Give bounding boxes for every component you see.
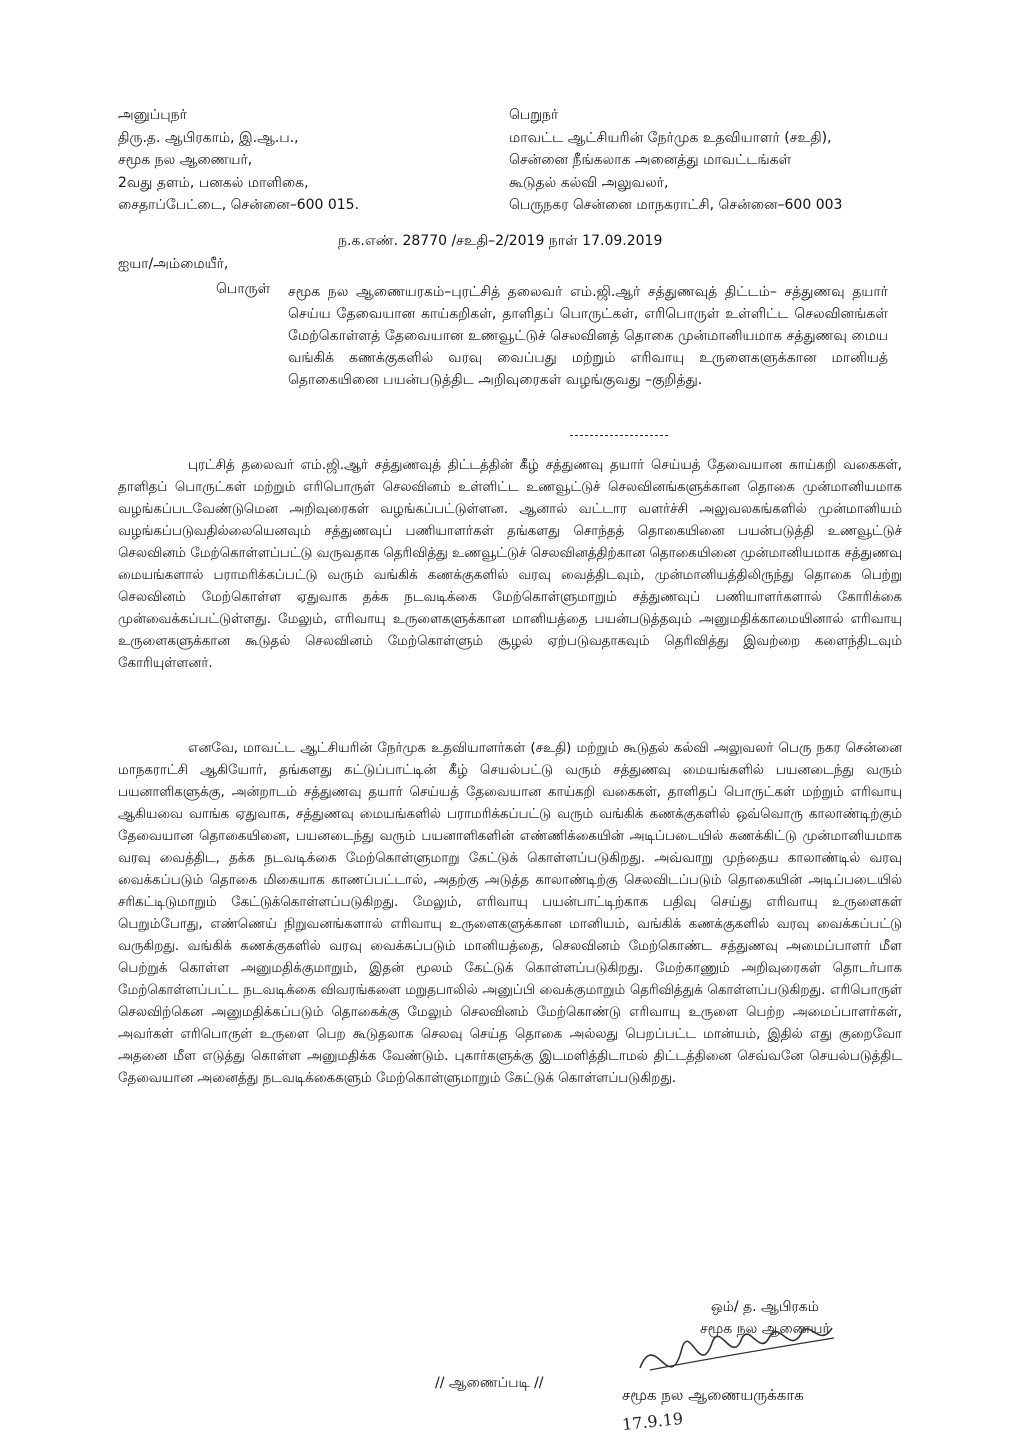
sender-line: சைதாப்பேட்டை, சென்னை–600 015. xyxy=(118,197,360,213)
recipient-line: பெருநகர சென்னை மாநகராட்சி, சென்னை–600 003 xyxy=(509,197,843,213)
sender-line: 2வது தளம், பனகல் மாளிகை, xyxy=(118,174,309,191)
sender-line: திரு.த. ஆபிரகாம், இ.ஆ.ப., xyxy=(118,129,299,146)
by-order-mark: // ஆணைப்படி // xyxy=(435,1375,544,1391)
signatory-designation: சமூக நல ஆணையர் xyxy=(700,1321,830,1337)
signature-flourish xyxy=(650,1338,834,1370)
subject-text: சமூக நல ஆணையரகம்–புரட்சித் தலைவர் எம்.ஜி.ஆர் சத்துணவுத் திட்டம்– சத்துணவு தயார் செய்ய தேவையான காய்கறிகள், தாளிதப் பொருட்கள், எரிபொருள் உள்ளிட்ட செலவினங்கள் மேற்கொள்ளத் தேவையான உணவூட்டுச் செலவினத் தொகை முன்மானியமாக சத்துணவு மைய வங்கிக் கணக்குகளில் வரவு வைப்பது மற்றும் எரிவாயு உருளைகளுக்கான மானியத் தொகையினை பயன்படுத்திட அறிவுரைகள் வழங்குவது –குறித்து. xyxy=(288,284,888,388)
recipient-line: கூடுதல் கல்வி அலுவலர், xyxy=(509,174,669,191)
body-paragraph-2: எனவே, மாவட்ட ஆட்சியரின் நேர்முக உதவியாளர்கள் (சஉதி) மற்றும் கூடுதல் கல்வி அலுவலர் பெரு நகர சென்னை மாநகராட்சி ஆகியோர், தங்களது கட்டுப்பாட்டின் கீழ் செயல்பட்டு வரும் சத்துணவு மையங்களில் பயனடைந்து வரும் பயனாளிகளுக்கு, அன்றாடம் சத்துணவு தயார் செய்யத் தேவையான காய்கறி வகைகள், தாளிதப் பொருட்கள் மற்றும் எரிவாயு ஆகியவை வாங்க ஏதுவாக, சத்துணவு மையங்களில் பராமரிக்கப்பட்டு வரும் வங்கிக் கணக்குகளில் ஒவ்வொரு காலாண்டிற்கும் தேவையான தொகையினை, பயனடைந்து வரும் பயனாளிகளின் எண்ணிக்கையின் அடிப்படையில் கணக்கிட்டு முன்மானியமாக வரவு வைத்திட, தக்க நடவடிக்கை மேற்கொள்ளுமாறு கேட்டுக் கொள்ளப்படுகிறது. அவ்வாறு முந்தைய காலாண்டில் வரவு வைக்கப்படும் தொகை மிகையாக காணப்பட்டால், அதற்கு அடுத்த காலாண்டிற்கு செலவிடப்படும் தொகையின் அடிப்படையில் சரிகட்டிடுமாறும் கேட்டுக்கொள்ளப்படுகிறது. மேலும், எரிவாயு பயன்பாட்டிற்காக பதிவு செய்து எரிவாயு உருளைகள் பெறும்போது, எண்ணெய் நிறுவனங்களால் எரிவாயு உருளைகளுக்கான மானியம், வங்கிக் கணக்குகளில் வரவு வைக்கப்பட்டு வருகிறது. வங்கிக் கணக்குகளில் வரவு வைக்கப்படும் மானியத்தை, செலவினம் மேற்கொண்ட சத்துணவு அமைப்பாளர் மீள பெற்றுக் கொள்ள அனுமதிக்குமாறும், இதன் மூலம் கேட்டுக் கொள்ளப்படுகிறது. மேற்காணும் அறிவுரைகள் தொடர்பாக மேற்கொள்ளப்பட்ட நடவடிக்கை விவரங்களை மறுதபாலில் அனுப்பி வைக்குமாறும் தெரிவித்துக் கொள்ளப்படுகிறது. எரிபொருள் செலவிற்கென அனுமதிக்கப்படும் தொகைக்கு மேலும் செலவினம் மேற்கொண்டு எரிவாயு உருளை பெற்ற அமைப்பாளர்கள், அவர்கள் எரிபொருள் உருளை பெற கூடுதலாக செலவு செய்த தொகை அல்லது பெறப்பட்ட மான்யம், இதில் எது குறைவோ அதனை மீள எடுத்து கொள்ள அனுமதிக்க வேண்டும். புகார்களுக்கு இடமளித்திடாமல் திட்டத்தினை செவ்வனே செயல்படுத்திட தேவையான அனைத்து நடவடிக்கைகளும் மேற்கொள்ளுமாறும் கேட்டுக் கொள்ளப்படுகிறது. xyxy=(118,741,902,1086)
recipient-line: சென்னை நீங்கலாக அனைத்து மாவட்டங்கள் xyxy=(509,152,792,168)
reference-number: ந.க.எண். 28770 /சஉதி–2/2019 நாள் 17.09.2019 xyxy=(338,233,663,249)
subject-divider xyxy=(570,435,668,436)
salutation: ஐயா/அம்மையீர், xyxy=(118,256,229,272)
subject-label: பொருள் xyxy=(216,281,271,297)
sender-block xyxy=(118,104,359,217)
recipient-label: பெறுநர் xyxy=(509,107,559,123)
recipient-line: மாவட்ட ஆட்சியரின் நேர்முக உதவியாளர் (சஉதி), xyxy=(509,129,832,146)
recipient-block xyxy=(509,104,842,217)
sender-line: சமூக நல ஆணையர், xyxy=(118,152,253,168)
sender-label: அனுப்புநர் xyxy=(118,107,187,123)
body-paragraph-1: புரட்சித் தலைவர் எம்.ஜி.ஆர் சத்துணவுத் திட்டத்தின் கீழ் சத்துணவு தயார் செய்யத் தேவையான காய்கறி வகைகள், தாளிதப் பொருட்கள் மற்றும் எரிபொருள் செலவினம் உள்ளிட்ட உணவூட்டுச் செலவினங்களுக்கான தொகை முன்மானியமாக வழங்கப்படவேண்டுமென அறிவுரைகள் வழங்கப்பட்டுள்ளன. ஆனால் வட்டார வளர்ச்சி அலுவலகங்களில் முன்மானியம் வழங்கப்படுவதில்லையெனவும் சத்துணவுப் பணியாளர்கள் தங்களது சொந்தத் தொகையினை பயன்படுத்தி உணவூட்டுச் செலவினம் மேற்கொள்ளப்பட்டு வருவதாக தெரிவித்து உணவூட்டுச் செலவினத்திற்கான தொகையினை முன்மானியமாக சத்துணவு மையங்களால் பராமரிக்கப்பட்டு வரும் வங்கிக் கணக்குகளில் வரவு வைத்திடவும், முன்மானியத்திலிருந்து தொகை பெற்று செலவினம் மேற்கொள்ள ஏதுவாக தக்க நடவடிக்கை மேற்கொள்ளுமாறும் சத்துணவுப் பணியாளர்களால் கோரிக்கை முன்வைக்கப்பட்டுள்ளது. மேலும், எரிவாயு உருளைகளுக்கான மானியத்தை பயன்படுத்தவும் அனுமதிக்காமையினால் எரிவாயு உருளைகளுக்கான கூடுதல் செலவினம் மேற்கொள்ளும் சூழல் ஏற்படுவதாகவும் தெரிவித்து இவற்றை களைந்திடவும் கோரியுள்ளனர். xyxy=(118,458,902,671)
handwritten-signature xyxy=(640,1328,832,1368)
signed-by: ஒம்/ த. ஆபிரகம் xyxy=(710,1299,819,1315)
signature-stamp xyxy=(620,1308,860,1418)
signature-date: 17.9.19 xyxy=(621,1408,684,1435)
stamp-text: சமூக நல ஆணையருக்காக xyxy=(622,1386,804,1404)
